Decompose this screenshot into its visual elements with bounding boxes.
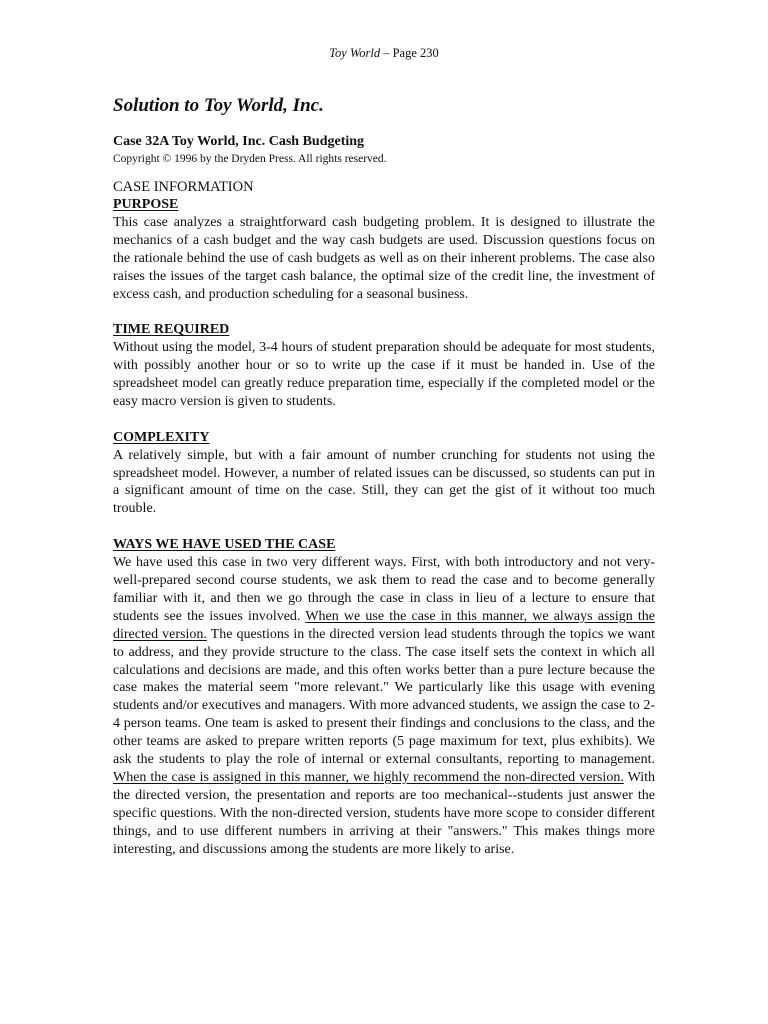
time-required-paragraph: Without using the model, 3-4 hours of student preparation should be adequate for most students, with possibly another hour or so to write up the case if it must be handed in. Use of the spreadsheet model can greatly reduce preparation time, especially if the completed model or the easy macro version is given to students.	[113, 340, 655, 409]
ways-used-text-2: The questions in the directed version lead students through the topics we want to address, and they provide structure to the class. The case itself sets the context in which all calculations and decisions are made, and this often works better than a pure lecture because the case makes the material seem "more relevant." We particularly like this usage with evening students and/or executives and managers. With more advanced students, we assign the case to 2-4 person teams. One team is asked to present their findings and conclusions to the class, and the other teams are asked to prepare written reports (5 page maximum for text, plus exhibits). We ask the students to play the role of internal or external consultants, reporting to management.	[113, 626, 655, 768]
ways-used-underlined-1: When we use the case in this manner, we always assign the directed version.	[113, 608, 655, 642]
ways-used-heading: WAYS WE HAVE USED THE CASE	[113, 537, 336, 553]
section-time-required	[113, 321, 655, 411]
time-required-heading: TIME REQUIRED	[113, 322, 230, 338]
purpose-paragraph: This case analyzes a straightforward cash budgeting problem. It is designed to illustrate the mechanics of a cash budget and the way cash budgets are used. Discussion questions focus on the rationale behind the use of cash budgets as well as on their inherent problems. The case also raises the issues of the target cash balance, the optimal size of the credit line, the investment of excess cash, and production scheduling for a seasonal business.	[113, 214, 655, 302]
purpose-heading: PURPOSE	[113, 197, 179, 212]
document-body	[113, 94, 655, 858]
ways-used-text-1: We have used this case in two very different ways. First, with both introductory and not very-well-prepared second course students, we ask them to read the case and to become generally familiar with it, and then we go through the case in class in lieu of a lecture to ensure that students see the issues involved.	[113, 555, 655, 624]
header-page-number: Page 230	[392, 46, 439, 60]
case-title: Case 32A Toy World, Inc. Cash Budgeting	[113, 134, 365, 149]
section-ways-used	[113, 536, 655, 858]
document-title: Solution to Toy World, Inc.	[113, 95, 324, 116]
ways-used-underlined-2: When the case is assigned in this manner, we highly recommend the non-directed version.	[113, 769, 624, 785]
case-information-heading: CASE INFORMATION	[113, 179, 254, 195]
header-book-title: Toy World	[329, 46, 381, 60]
section-complexity	[113, 429, 655, 519]
header-separator: –	[380, 46, 393, 60]
complexity-heading: COMPLEXITY	[113, 429, 210, 445]
ways-used-text-3: With the directed version, the presentation and reports are too mechanical--students just answer the specific questions. With the non-directed version, students have more scope to consider different things, and to use different numbers in arriving at their "answers." This makes things more interesting, and discussions among the students are more likely to arise.	[113, 769, 655, 857]
complexity-paragraph: A relatively simple, but with a fair amount of number crunching for students not using the spreadsheet model. However, a number of related issues can be discussed, so students can put in a significant amount of time on the case. Still, they can get the gist of it without too much trouble.	[113, 447, 655, 517]
copyright-notice: Copyright © 1996 by the Dryden Press. All rights reserved.	[113, 153, 387, 165]
section-purpose	[113, 196, 655, 303]
ways-used-paragraph	[113, 554, 655, 858]
running-header	[0, 45, 768, 61]
